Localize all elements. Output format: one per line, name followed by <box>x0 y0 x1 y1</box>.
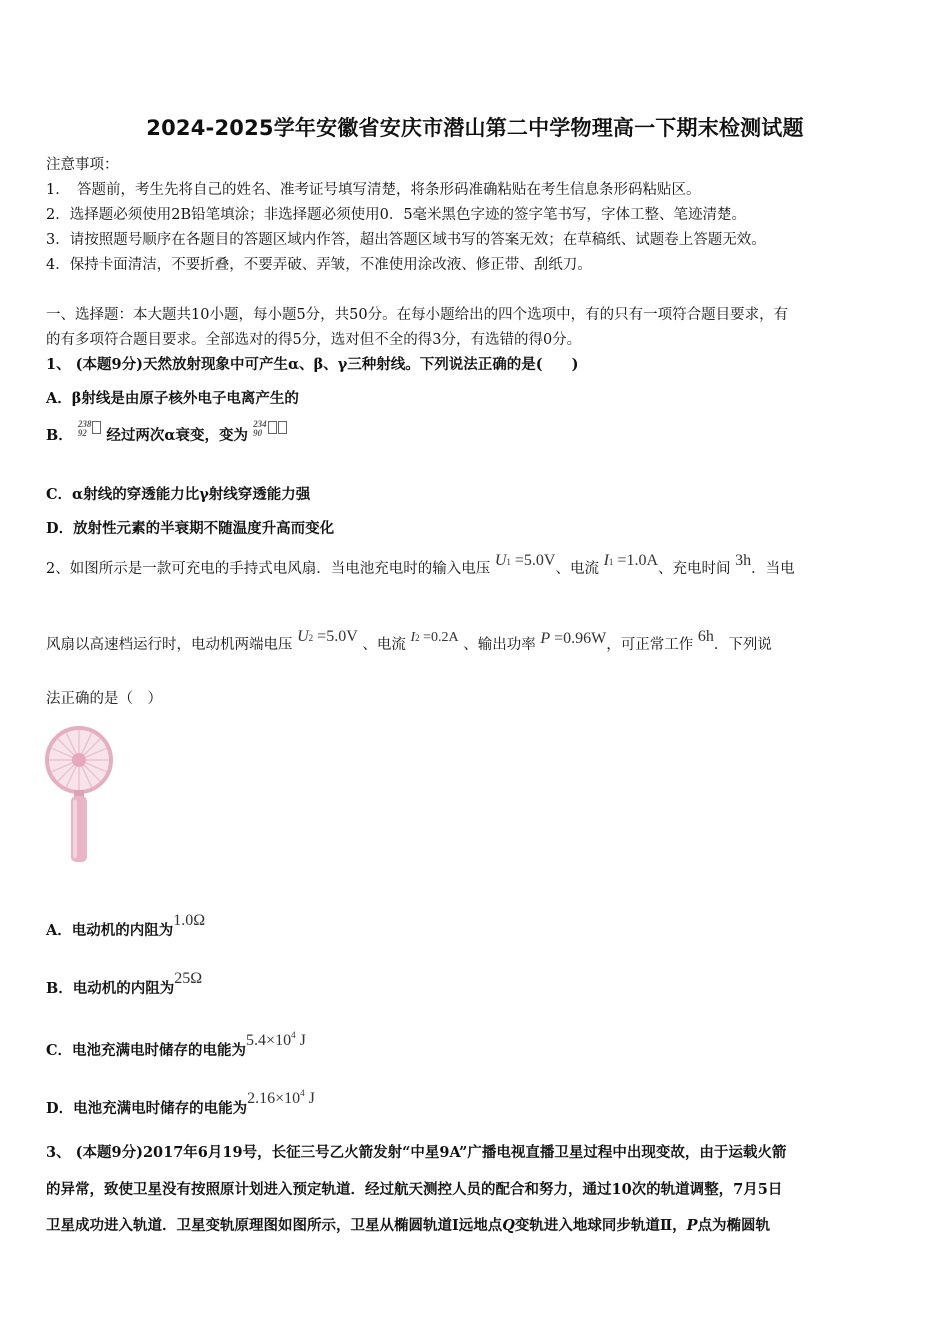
q2-u2 <box>297 628 358 645</box>
u1-sub: 1 <box>506 557 511 567</box>
notice-item-2: 2．选择题必须使用2B铅笔填涂；非选择题必须使用0．5毫米黑色字迹的签字笔书写，字体工整、笔迹清楚。 <box>46 207 747 223</box>
q2-power <box>540 630 606 647</box>
q1-option-b-text: 经过两次α衰变，变为 <box>106 427 249 444</box>
thorium-isotope <box>253 420 267 438</box>
u2-value: =5.0V <box>317 628 358 645</box>
q2-i2 <box>410 630 458 645</box>
q3-stem-line1: 3、 (本题9分)2017年6月19号，长征三号乙火箭发射“中星9A”广播电视直播卫星过程中出现变故，由于运载火箭 <box>46 1144 787 1161</box>
work-time: 6h <box>697 628 714 645</box>
q1-option-b-label: B． <box>46 427 73 444</box>
q3-text: 点为椭圆轨 <box>697 1217 771 1234</box>
i1-sub: 1 <box>608 557 614 567</box>
notice-heading: 注意事项： <box>46 157 119 173</box>
i2-sub: 2 <box>415 633 420 643</box>
q2-text: 2、如图所示是一款可充电的手持式电风扇．当电池充电时的输入电压 <box>46 561 491 577</box>
isotope1-mass: 238 <box>77 419 92 429</box>
i1-symbol: I <box>603 552 609 569</box>
q3-text: 变轨进入地球同步轨道Ⅱ， <box>514 1217 687 1234</box>
q2-option-c-exponent: 4 <box>291 1030 296 1040</box>
i2-symbol: I <box>410 630 416 645</box>
handheld-fan-image <box>44 718 114 866</box>
q2-option-d-unit: J <box>304 1090 315 1107</box>
q2-option-d-exponent: 4 <box>300 1088 305 1098</box>
q2-text: 、电流 <box>362 637 406 653</box>
q2-option-b <box>46 970 202 998</box>
point-q: Q <box>502 1217 515 1234</box>
section-intro-line1: 一、选择题：本大题共10小题，每小题5分，共50分。在每小题给出的四个选项中，有的只有一项符合题目要求，有 <box>46 307 789 323</box>
q2-text: 、充电时间 <box>658 561 731 577</box>
notice-item-1: 1． 答题前，考生先将自己的姓名、准考证号填写清楚，将条形码准确粘贴在考生信息条形码粘贴区。 <box>46 182 701 198</box>
q2-option-c <box>46 1030 306 1060</box>
q3-stem-line3 <box>46 1214 770 1235</box>
q2-text: ．当电 <box>751 561 795 577</box>
q2-option-c-unit: J <box>295 1032 306 1049</box>
q1-option-b <box>46 420 287 445</box>
q2-option-a-label: A．电动机的内阻为 <box>46 922 174 939</box>
q2-i1 <box>604 552 658 569</box>
missing-glyph-icon <box>268 421 277 434</box>
q2-option-d-label: D．电池充满电时储存的电能为 <box>46 1100 248 1117</box>
q1-option-c: C．α射线的穿透能力比γ射线穿透能力强 <box>46 486 311 503</box>
missing-glyph-icon <box>92 421 101 434</box>
i1-value: =1.0A <box>617 552 658 569</box>
notice-item-3: 3．请按照题号顺序在各题目的答题区域内作答，超出答题区域书写的答案无效；在草稿纸、试题卷上答题无效。 <box>46 232 766 248</box>
q2-option-d <box>46 1088 315 1118</box>
q1-option-d: D．放射性元素的半衰期不随温度升高而变化 <box>46 520 335 537</box>
p-symbol: P <box>540 630 551 647</box>
i2-value: =0.2A <box>423 630 459 645</box>
q2-option-a <box>46 912 205 940</box>
q2-stem-line3: 法正确的是（ ） <box>46 691 162 707</box>
u1-symbol: U <box>494 552 507 569</box>
isotope1-number: 92 <box>77 428 87 438</box>
p-value: =0.96W <box>554 630 607 647</box>
q2-stem-line1 <box>46 552 795 578</box>
q2-option-c-value: 5.4×10 <box>246 1032 292 1049</box>
missing-glyph-icon <box>278 421 287 434</box>
isotope2-number: 90 <box>253 428 263 438</box>
q2-option-b-value: 25Ω <box>174 970 203 987</box>
q2-text: 、电流 <box>555 561 599 577</box>
q2-option-a-value: 1.0Ω <box>173 912 206 929</box>
q2-option-b-label: B．电动机的内阻为 <box>46 980 175 997</box>
q2-stem-line2 <box>46 628 772 654</box>
q2-text: ，可正常工作 <box>606 637 694 653</box>
fan-hub <box>72 753 86 767</box>
q1-option-a: A．β射线是由原子核外电子电离产生的 <box>46 390 299 407</box>
q2-option-d-value: 2.16×10 <box>247 1090 301 1107</box>
isotope2-mass: 234 <box>253 419 267 429</box>
u2-sub: 2 <box>308 633 314 643</box>
uranium-isotope <box>78 420 92 438</box>
q2-text: 、输出功率 <box>463 637 536 653</box>
point-p: P <box>686 1217 698 1234</box>
q3-stem-line2: 的异常，致使卫星没有按照原计划进入预定轨道．经过航天测控人员的配合和努力，通过10次的轨道调整，7月5日 <box>46 1181 783 1198</box>
q2-text: 风扇以高速档运行时，电动机两端电压 <box>46 637 293 653</box>
q2-u1 <box>495 552 556 569</box>
q3-text: 卫星成功进入轨道．卫星变轨原理图如图所示，卫星从椭圆轨道Ⅰ远地点 <box>46 1217 503 1234</box>
q2-text: ．下列说 <box>713 637 772 653</box>
charge-time: 3h <box>735 552 752 569</box>
page-title: 2024-2025学年安徽省安庆市潜山第二中学物理高一下期末检测试题 <box>146 116 804 140</box>
notice-item-4: 4．保持卡面清洁，不要折叠，不要弄破、弄皱，不准使用涂改液、修正带、刮纸刀。 <box>46 257 592 273</box>
q1-stem: 1、 (本题9分)天然放射现象中可产生α、β、γ三种射线。下列说法正确的是( ) <box>46 356 579 373</box>
u2-symbol: U <box>297 628 309 645</box>
q2-option-c-label: C．电池充满电时储存的电能为 <box>46 1042 247 1059</box>
section-intro-line2: 的有多项符合题目要求。全部选对的得5分，选对但不全的得3分，有选错的得0分。 <box>46 332 582 348</box>
u1-value: =5.0V <box>514 552 556 569</box>
